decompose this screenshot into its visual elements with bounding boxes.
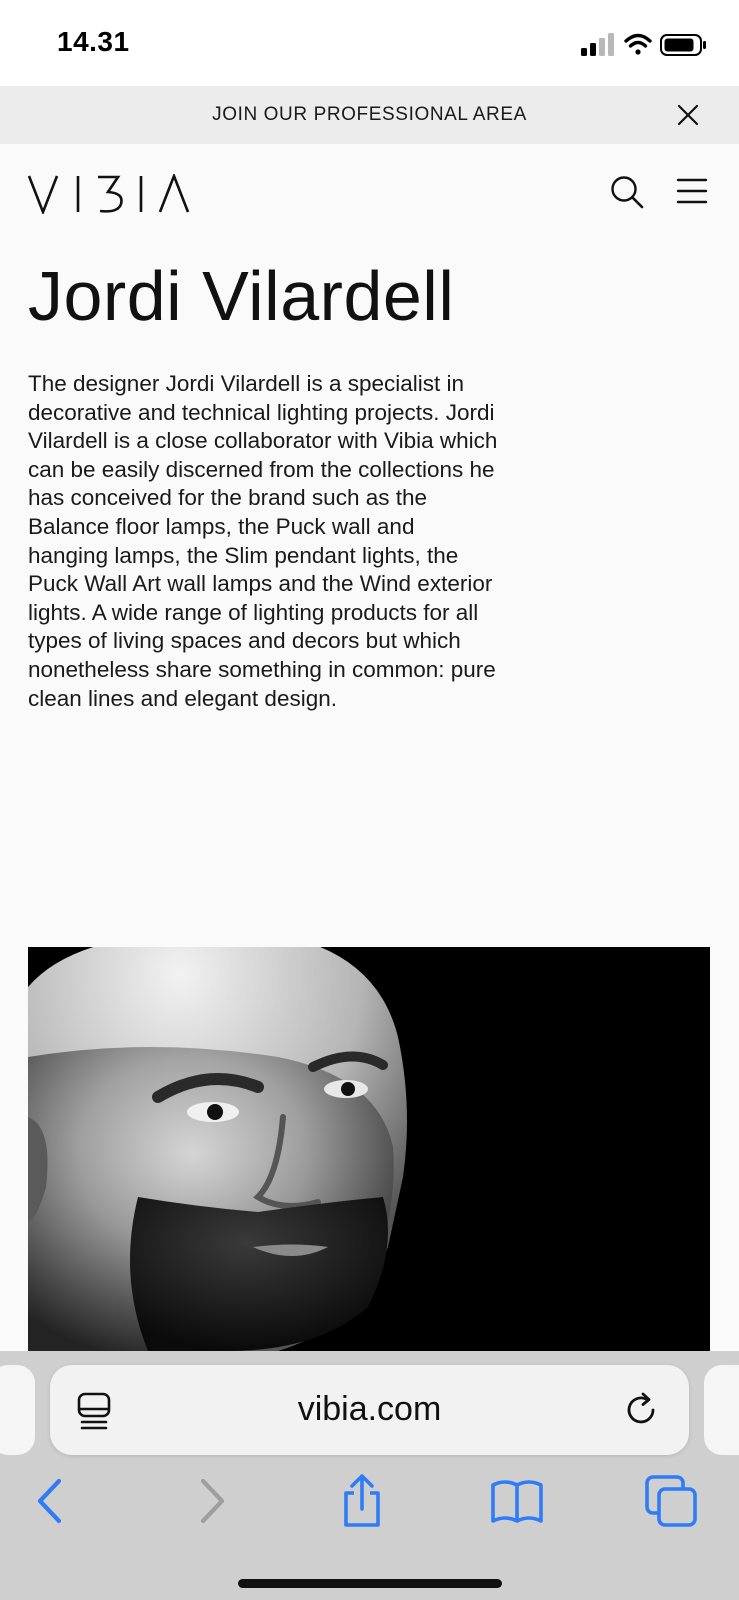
url-text[interactable]: vibia.com xyxy=(297,1390,442,1428)
wifi-icon xyxy=(626,36,650,55)
portrait-illustration xyxy=(28,947,710,1351)
status-time: 14.31 xyxy=(57,26,130,57)
vibia-logo[interactable] xyxy=(28,174,190,214)
home-indicator[interactable] xyxy=(238,1579,502,1588)
address-bar[interactable] xyxy=(50,1365,689,1455)
site-header xyxy=(0,144,739,248)
designer-portrait-photo xyxy=(28,947,710,1351)
next-tab-peek[interactable] xyxy=(704,1365,739,1455)
bookmarks-icon[interactable] xyxy=(489,1473,545,1529)
designer-bio: The designer Jordi Vilardell is a specialist in decorative and technical lighting projects. Jordi Vilardell is a close collaborator with Vibia which can be easily discerned from the collections he has conceived for the brand such as the Balance floor lamps, the Puck wall and hanging lamps, the Slim pendant lights, the Puck Wall Art wall lamps and the Wind exterior lights. A wide range of lighting products for all types of living spaces and decors but which nonetheless share something in common: pure clean lines and elegant design. xyxy=(28,371,498,711)
search-icon[interactable] xyxy=(609,174,645,210)
page-title: Jordi Vilardell xyxy=(28,257,455,335)
back-icon[interactable] xyxy=(24,1473,80,1529)
cellular-signal-icon xyxy=(581,33,614,56)
browser-bottom-bar xyxy=(0,1351,739,1600)
reload-icon[interactable] xyxy=(622,1391,660,1429)
close-icon[interactable] xyxy=(675,102,701,128)
previous-tab-peek[interactable] xyxy=(0,1365,35,1455)
promo-banner[interactable] xyxy=(0,86,739,144)
promo-banner-text[interactable]: JOIN OUR PROFESSIONAL AREA xyxy=(212,104,527,125)
tabs-icon[interactable] xyxy=(644,1473,700,1529)
share-icon[interactable] xyxy=(334,1473,390,1529)
hamburger-menu-icon[interactable] xyxy=(676,176,708,206)
status-bar xyxy=(0,0,739,86)
forward-icon[interactable] xyxy=(182,1473,238,1529)
battery-icon xyxy=(661,35,706,55)
status-icons xyxy=(569,30,709,60)
